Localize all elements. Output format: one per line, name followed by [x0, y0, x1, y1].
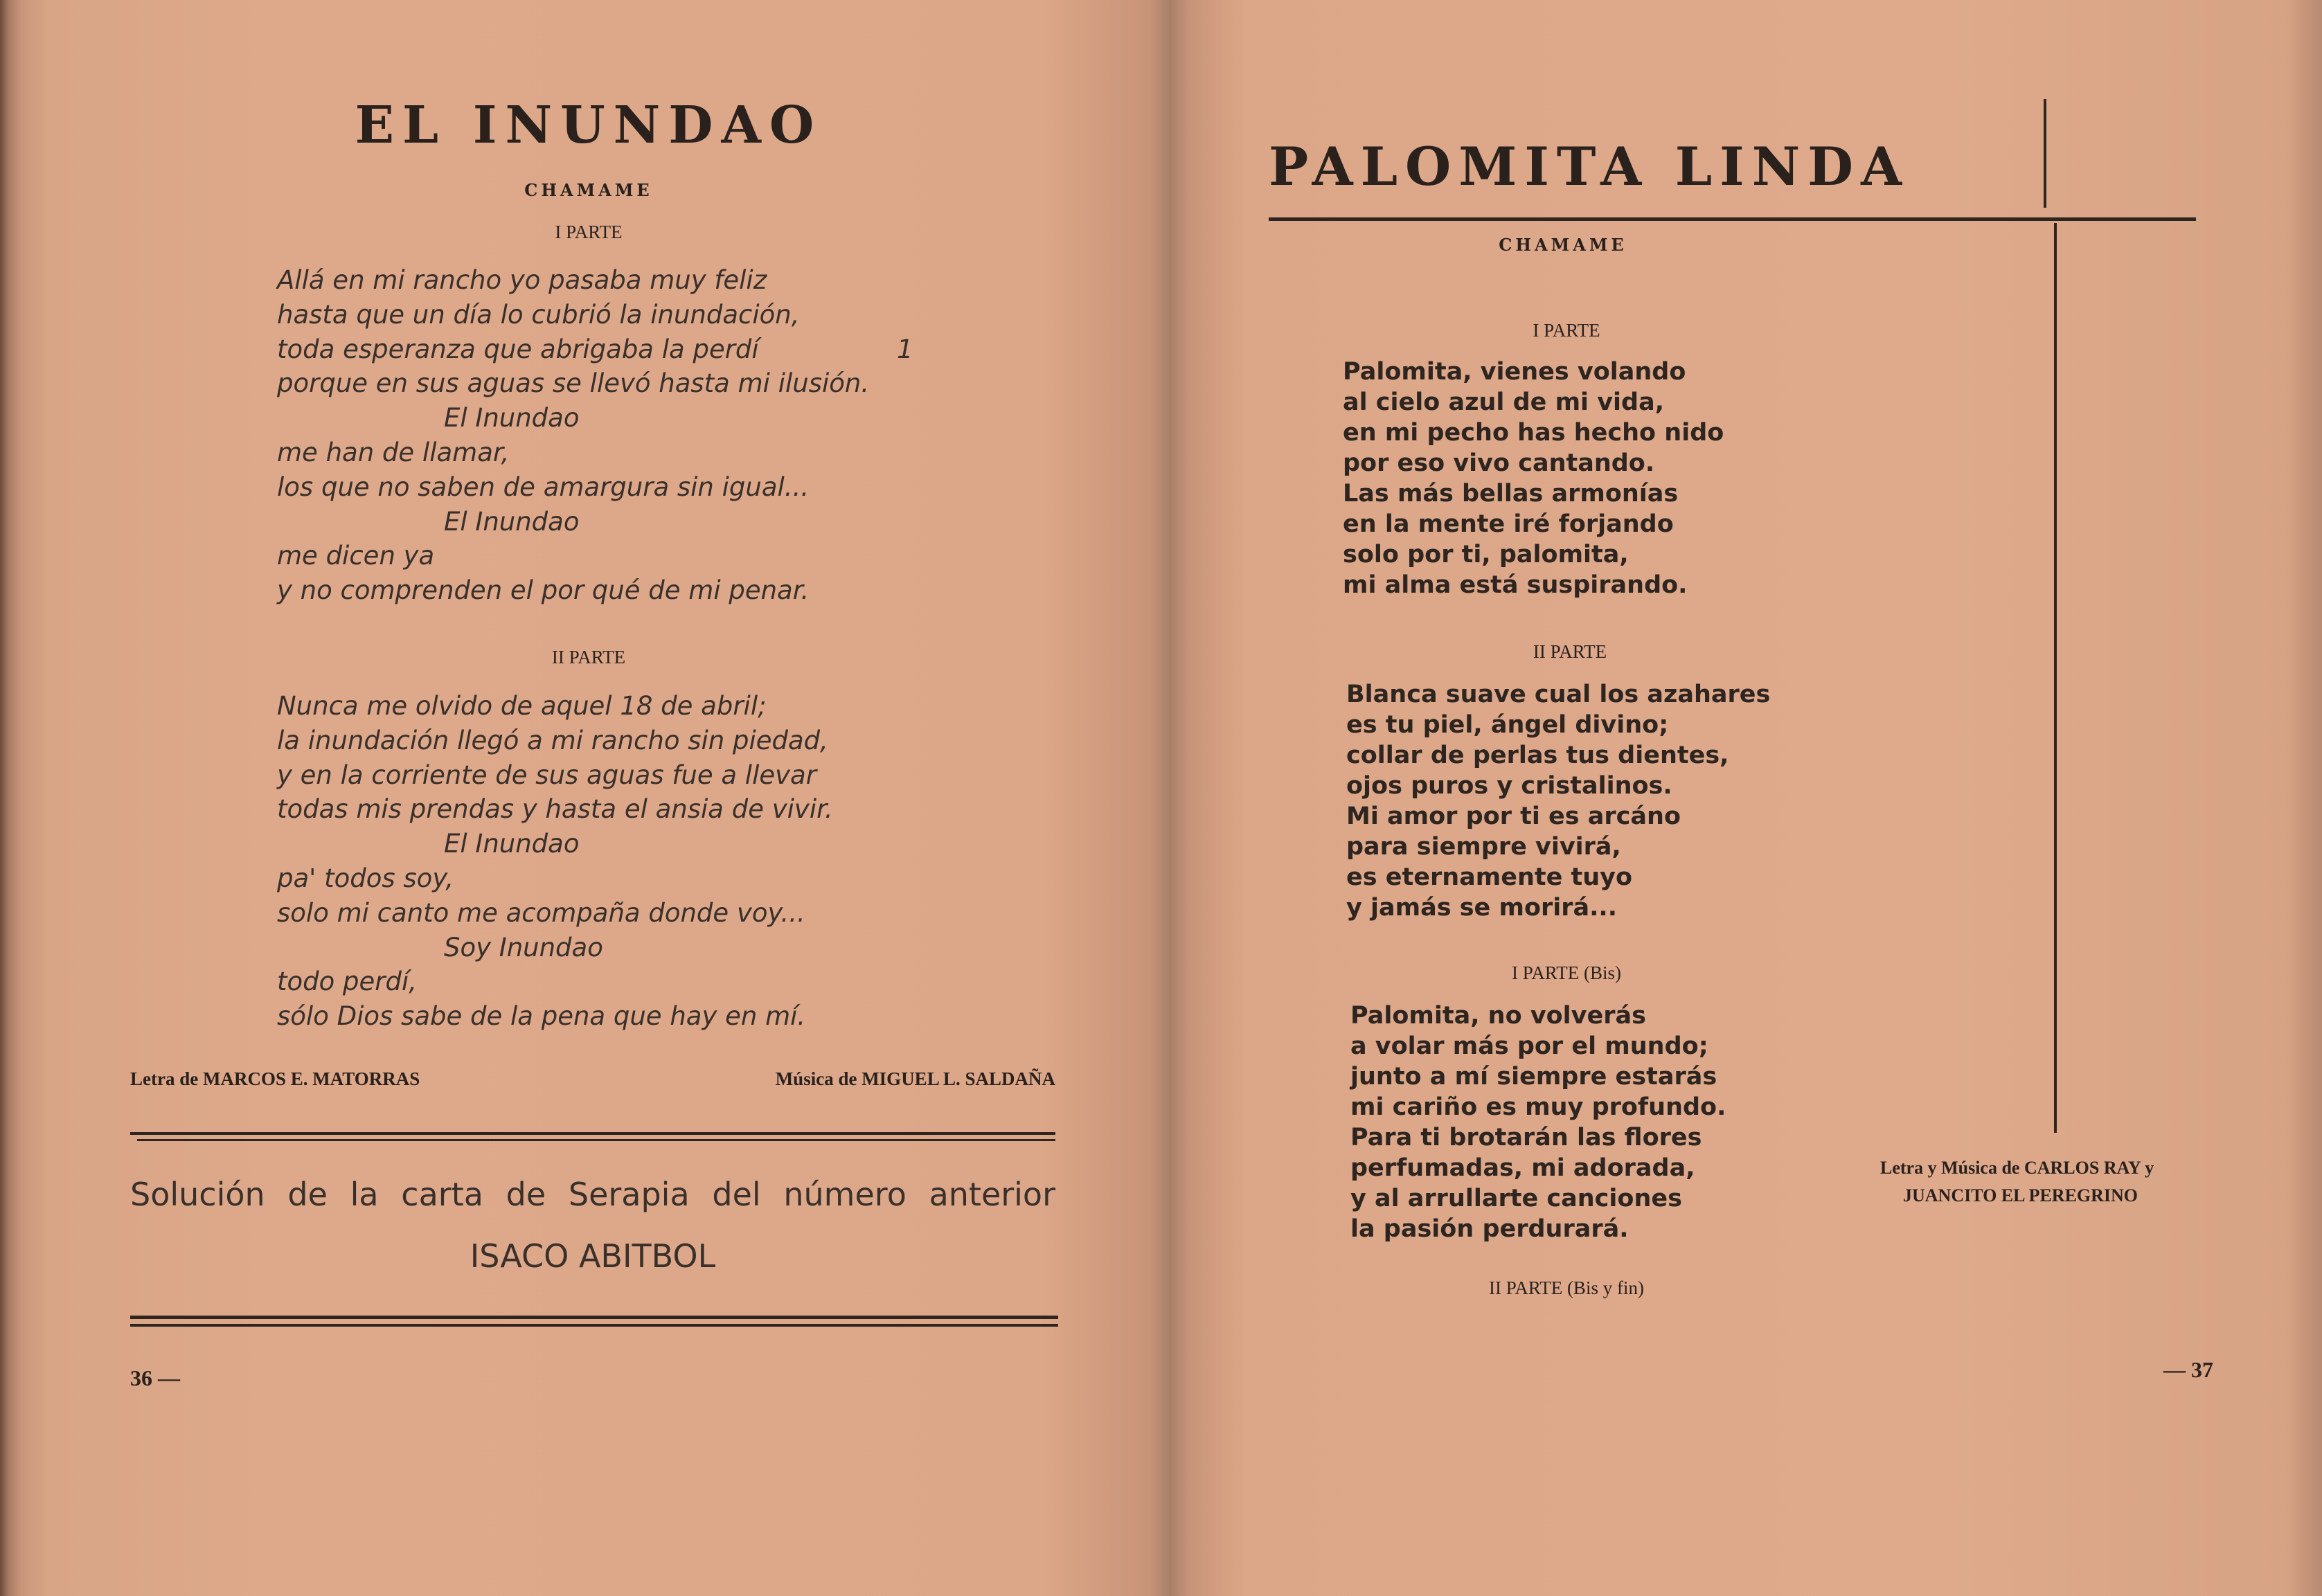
notice-text: Solución de la carta de Serapia del número anterior	[130, 1176, 1055, 1213]
lyric-line: y no comprenden el por qué de mi penar.	[277, 575, 810, 606]
lyric-line: al cielo azul de mi vida,	[1343, 388, 1665, 416]
lyric-line: me han de llamar,	[277, 437, 510, 467]
lyric-line: hasta que un día lo cubrió la inundación,	[277, 299, 800, 330]
song-title: PALOMITA LINDA	[1269, 136, 1910, 197]
divider-rule	[130, 1132, 1055, 1135]
lyric-line: Nunca me olvido de aquel 18 de abril;	[277, 691, 767, 721]
lyric-line: junto a mí siempre estarás	[1350, 1063, 1717, 1091]
lyric-line: pa' todos soy,	[277, 863, 454, 893]
lyric-line: y en la corriente de sus aguas fue a llevar	[277, 760, 816, 790]
lyric-line: me dicen ya	[277, 541, 435, 571]
verse-part1	[1343, 357, 1724, 600]
lyric-line: en la mente iré forjando	[1343, 510, 1674, 538]
genre-label: CHAMAME	[524, 180, 653, 200]
genre-label: CHAMAME	[1499, 235, 1627, 255]
lyric-line: sólo Dios sabe de la pena que hay en mí.	[277, 1001, 806, 1032]
lyric-line: mi cariño es muy profundo.	[1350, 1093, 1726, 1121]
lyric-line: Palomita, vienes volando	[1343, 358, 1686, 386]
verse-part1	[277, 263, 869, 608]
lyric-line: los que no saben de amargura sin igual...	[277, 472, 810, 502]
lyric-line: solo por ti, palomita,	[1343, 541, 1629, 568]
lyric-line: mi alma está suspirando.	[1343, 571, 1688, 599]
divider-rule	[130, 1316, 1058, 1319]
frame-rule-horizontal	[1269, 217, 2196, 221]
lyric-line: a volar más por el mundo;	[1350, 1032, 1708, 1060]
part-heading: I PARTE	[1533, 320, 1600, 341]
lyric-line: El Inundao	[444, 403, 580, 433]
lyric-line: por eso vivo cantando.	[1343, 449, 1655, 477]
lyric-line: todo perdí,	[277, 967, 418, 997]
lyric-line: es tu piel, ángel divino;	[1346, 711, 1669, 739]
part-heading: I PARTE	[555, 222, 623, 242]
lyric-line: todas mis prendas y hasta el ansia de vivir.	[277, 794, 833, 825]
divider-rule	[137, 1139, 1055, 1141]
lyric-line: Blanca suave cual los azahares	[1346, 681, 1771, 708]
lyric-line: Las más bellas armonías	[1343, 480, 1679, 508]
lyric-line: El Inundao	[444, 829, 580, 859]
music-credit: Música de MIGUEL L. SALDAÑA	[775, 1068, 1055, 1089]
lyric-line: El Inundao	[444, 506, 580, 537]
divider-rule	[130, 1324, 1058, 1327]
verse-part2	[277, 689, 833, 1034]
lyric-line: Palomita, no volverás	[1350, 1002, 1646, 1030]
part-heading: I PARTE (Bis)	[1512, 962, 1621, 983]
frame-rule-vertical	[2044, 99, 2046, 208]
page-number: — 37	[2163, 1357, 2213, 1382]
lyric-line: perfumadas, mi adorada,	[1350, 1154, 1695, 1182]
lyric-line: y jamás se morirá...	[1346, 894, 1618, 922]
part-heading: II PARTE	[551, 647, 626, 667]
part-heading: II PARTE (Bis y fin)	[1489, 1277, 1644, 1298]
lyric-line: en mi pecho has hecho nido	[1343, 419, 1724, 447]
lyric-line: Mi amor por ti es arcáno	[1346, 803, 1681, 830]
song-title: EL INUNDAO	[355, 96, 823, 155]
page-number: 36 —	[130, 1365, 180, 1390]
verse-part3	[1350, 1001, 1726, 1244]
lyric-line: ojos puros y cristalinos.	[1346, 772, 1672, 800]
lyric-line: es eternamente tuyo	[1346, 863, 1633, 891]
notice-name: ISACO ABITBOL	[470, 1237, 716, 1275]
lyric-line: la pasión perdurará.	[1350, 1215, 1629, 1243]
lyric-line: la inundación llegó a mi rancho sin piedad,	[277, 725, 828, 755]
lyric-line: y al arrullarte canciones	[1350, 1185, 1682, 1212]
song-credit: Letra y Música de CARLOS RAY y	[1880, 1158, 2154, 1178]
lyric-line: Soy Inundao	[444, 932, 603, 962]
lyric-line: collar de perlas tus dientes,	[1346, 742, 1729, 769]
lyrics-credit: Letra de MARCOS E. MATORRAS	[130, 1068, 420, 1089]
verse-part2	[1346, 679, 1770, 923]
margin-mark: 1	[897, 334, 913, 364]
lyric-line: porque en sus aguas se llevó hasta mi ilusión.	[277, 368, 870, 399]
lyric-line: toda esperanza que abrigaba la perdí	[277, 334, 759, 364]
lyric-line: Para ti brotarán las flores	[1350, 1124, 1702, 1151]
part-heading: II PARTE	[1533, 641, 1607, 662]
lyric-line: Allá en mi rancho yo pasaba muy feliz	[277, 265, 767, 295]
lyric-line: para siempre vivirá,	[1346, 833, 1621, 861]
frame-rule-vertical	[2054, 223, 2057, 1133]
lyric-line: solo mi canto me acompaña donde voy...	[277, 897, 805, 928]
song-credit: JUANCITO EL PEREGRINO	[1903, 1185, 2138, 1205]
